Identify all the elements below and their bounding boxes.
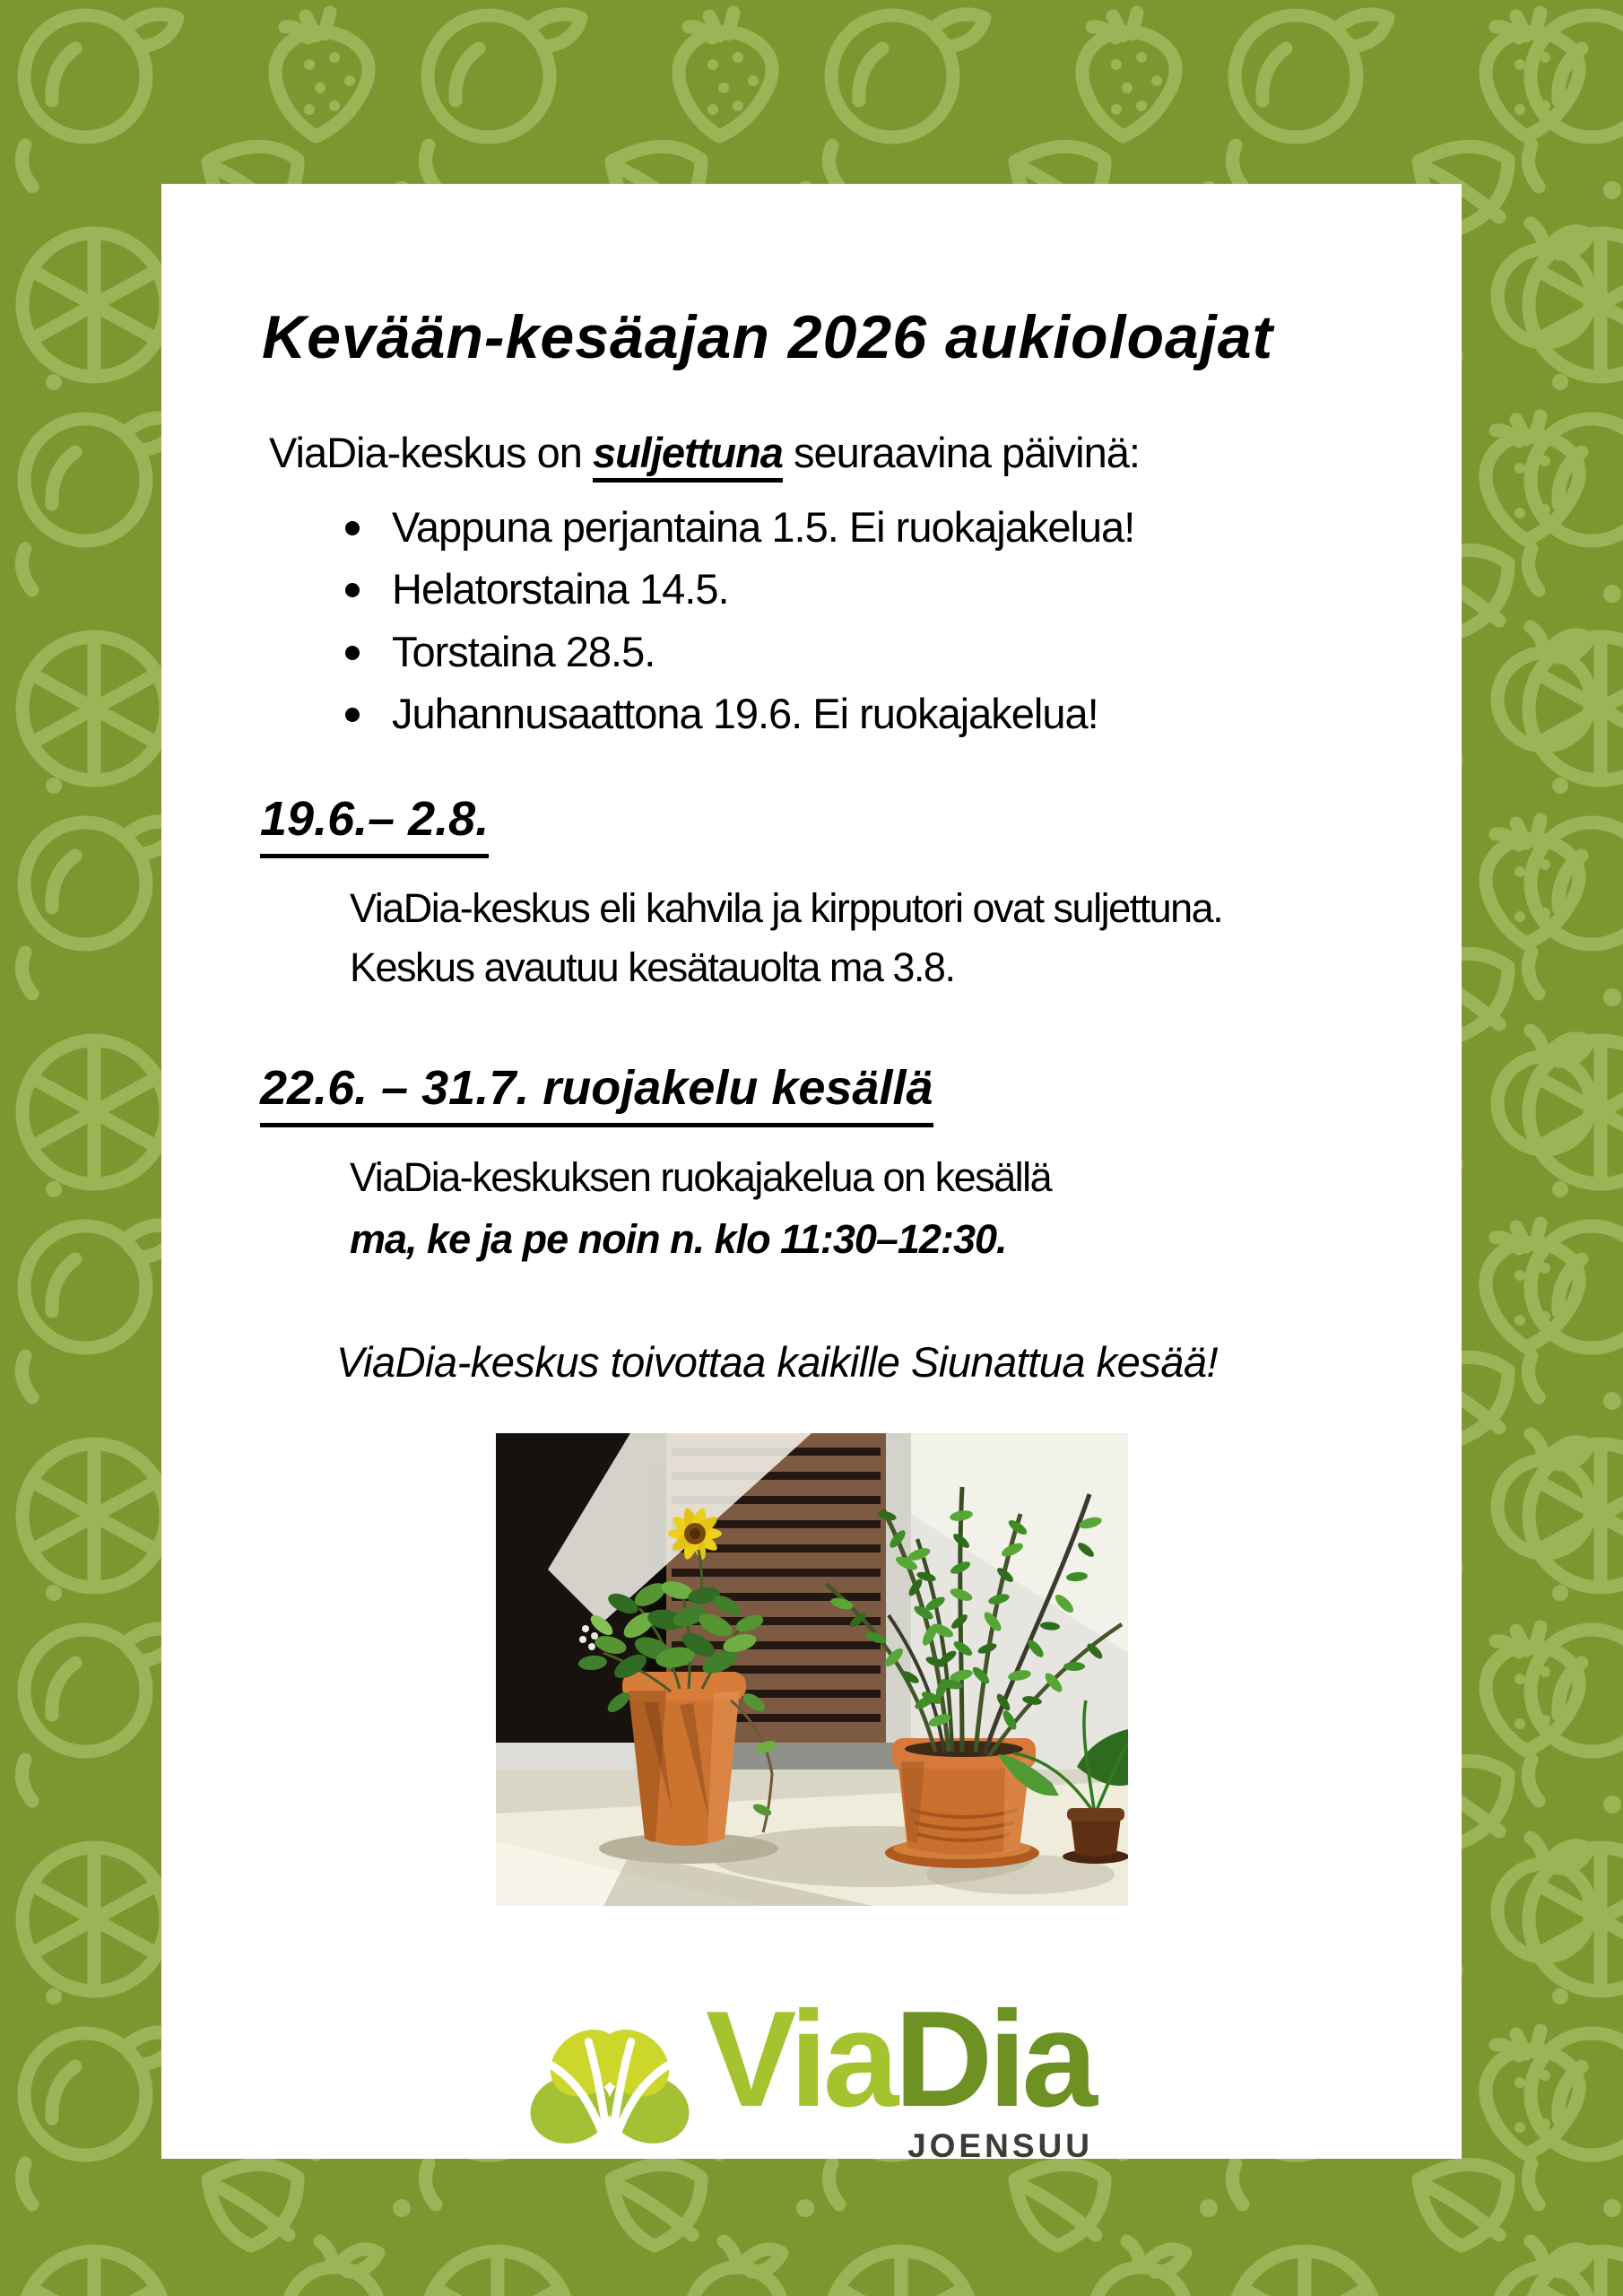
summer-break-line1: ViaDia-keskus eli kahvila ja kirpputori ovat suljettuna. bbox=[350, 884, 1223, 931]
page-title: Kevään-kesäajan 2026 aukioloajat bbox=[262, 303, 1274, 371]
logo-text bbox=[706, 1982, 1093, 2159]
closing-line: ViaDia-keskus toivottaa kaikille Siunattua kesää! bbox=[336, 1337, 1219, 1386]
food-distribution-line2: ma, ke ja pe noin n. klo 11:30–12:30. bbox=[350, 1216, 1007, 1263]
list-item: Helatorstaina 14.5. bbox=[345, 564, 1462, 613]
intro-post: seuraavina päivinä: bbox=[782, 429, 1140, 477]
intro-pre: ViaDia-keskus on bbox=[269, 429, 593, 477]
viadia-flower-icon bbox=[530, 2016, 690, 2152]
logo-city: JOENSUU bbox=[907, 2126, 1093, 2159]
summer-break-heading: 19.6.– 2.8. bbox=[260, 791, 1462, 858]
content-panel bbox=[161, 184, 1462, 2159]
list-item: Vappuna perjantaina 1.5. Ei ruokajakelua! bbox=[345, 502, 1462, 552]
food-distribution-heading: 22.6. – 31.7. ruojakelu kesällä bbox=[260, 1060, 1462, 1127]
right-flower-pot bbox=[885, 1738, 1039, 1868]
intro-line bbox=[269, 428, 1462, 478]
list-item: Juhannusaattona 19.6. Ei ruokajakelua! bbox=[345, 689, 1462, 738]
viadia-logo bbox=[530, 1982, 1093, 2159]
intro-emphasis: suljettuna bbox=[593, 429, 783, 483]
food-distribution-line1: ViaDia-keskuksen ruokajakelua on kesällä bbox=[350, 1154, 1052, 1201]
plants-photo bbox=[496, 1433, 1128, 1906]
logo-wordmark: ViaDia bbox=[706, 1982, 1093, 2135]
list-item: Torstaina 28.5. bbox=[345, 627, 1462, 676]
summer-break-line2: Keskus avautuu kesätauolta ma 3.8. bbox=[350, 944, 955, 991]
closed-days-list bbox=[345, 502, 1462, 739]
